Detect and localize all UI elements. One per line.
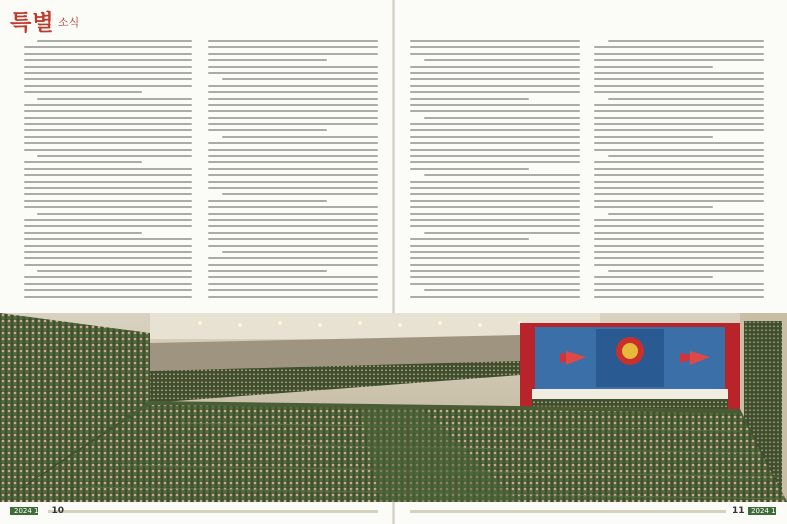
text-line [594,283,764,285]
text-line [410,110,580,112]
text-line [410,104,580,106]
text-line [24,174,192,176]
text-line [208,129,327,131]
text-line [24,104,192,106]
text-line [24,296,192,298]
footer-rule-left [48,510,378,513]
text-line [24,110,192,112]
text-line [594,142,764,144]
text-line [24,187,192,189]
text-line [37,155,192,157]
text-line [410,155,580,157]
text-line [24,129,192,131]
text-line [594,200,764,202]
text-column-1 [24,40,192,302]
text-line [594,238,764,240]
text-line [410,66,580,68]
text-line [24,46,192,48]
footer-rule-right [410,510,726,513]
text-line [24,225,192,227]
footer-right [732,506,780,518]
text-line [24,200,192,202]
text-line [594,78,764,80]
text-line [24,142,192,144]
text-line [424,174,580,176]
text-line [594,85,764,87]
text-line [594,123,764,125]
text-line [208,276,378,278]
text-line [594,245,764,247]
text-line [594,296,764,298]
text-line [24,117,192,119]
text-line [594,104,764,106]
text-line [594,117,764,119]
text-line [208,91,378,93]
text-line [608,98,764,100]
text-line [594,187,764,189]
text-line [410,213,580,215]
text-line [594,276,713,278]
text-line [24,264,192,266]
text-line [208,238,378,240]
text-line [410,283,580,285]
text-line [410,251,580,253]
text-line [222,251,378,253]
text-column-3 [410,40,580,302]
text-line [208,200,327,202]
text-line [208,225,378,227]
text-line [608,270,764,272]
text-line [608,213,764,215]
text-line [594,264,764,266]
text-line [208,219,378,221]
text-line [208,213,378,215]
text-line [410,257,580,259]
text-line [208,117,378,119]
text-line [208,40,378,42]
assembly-hall-illustration [0,313,787,502]
footer-left [14,506,64,518]
text-line [410,225,580,227]
text-line [208,283,378,285]
page-number-left: 10 [51,506,65,516]
text-line [208,270,327,272]
text-line [37,98,192,100]
text-line [208,181,378,183]
text-line [208,187,378,189]
text-line [410,270,580,272]
text-line [594,168,764,170]
text-line [208,245,378,247]
text-line [410,219,580,221]
text-line [208,98,378,100]
text-line [24,181,192,183]
text-line [608,155,764,157]
text-line [594,59,764,61]
text-line [424,117,580,119]
text-line [24,245,192,247]
footer-issue-left: 2024 12 [14,507,43,515]
text-line [24,168,192,170]
text-line [410,72,580,74]
text-line [594,193,764,195]
text-line [208,104,378,106]
text-line [594,232,764,234]
text-line [24,219,192,221]
text-line [24,136,192,138]
text-line [594,219,764,221]
text-line [208,296,378,298]
text-line [208,85,378,87]
text-line [594,181,764,183]
text-line [594,174,764,176]
text-line [24,91,142,93]
text-line [208,174,378,176]
section-header-subtitle: 소식 [58,16,80,29]
text-line [222,193,378,195]
text-line [410,46,580,48]
text-line [222,136,378,138]
text-line [24,283,192,285]
text-line [24,66,192,68]
text-line [208,72,378,74]
text-line [24,289,192,291]
text-line [410,193,580,195]
text-line [594,149,764,151]
text-line [410,129,580,131]
text-line [24,78,192,80]
text-line [208,161,378,163]
text-line [24,59,192,61]
text-line [594,66,713,68]
text-line [208,66,378,68]
text-line [37,270,192,272]
text-line [208,206,378,208]
text-line [594,251,764,253]
assembly-hall-photo [0,313,787,502]
text-line [594,161,764,163]
text-line [608,40,764,42]
text-line [410,161,580,163]
text-line [24,72,192,74]
text-column-4 [594,40,764,302]
text-line [410,276,580,278]
text-line [208,142,378,144]
text-line [410,40,580,42]
text-line [208,264,378,266]
text-line [594,91,764,93]
text-line [424,232,580,234]
text-line [24,149,192,151]
text-line [594,46,764,48]
text-line [410,168,529,170]
text-line [208,257,378,259]
text-line [24,206,192,208]
text-line [410,206,580,208]
text-line [594,72,764,74]
text-line [24,53,192,55]
text-line [410,296,580,298]
text-line [24,232,142,234]
text-line [24,85,192,87]
text-line [24,276,192,278]
text-line [424,59,580,61]
text-line [410,181,580,183]
text-line [24,193,192,195]
text-line [208,289,378,291]
text-line [410,78,580,80]
text-line [24,161,142,163]
text-line [410,238,529,240]
text-line [208,123,378,125]
text-line [594,129,764,131]
text-line [410,200,580,202]
text-line [208,149,378,151]
text-line [410,91,580,93]
text-line [410,142,580,144]
text-line [208,110,378,112]
text-line [594,289,764,291]
text-line [594,136,713,138]
text-line [594,257,764,259]
text-line [410,187,580,189]
text-line [208,155,378,157]
text-line [410,53,580,55]
text-line [222,78,378,80]
text-line [410,98,529,100]
text-line [410,136,580,138]
text-line [208,232,378,234]
text-line [208,59,327,61]
text-line [410,264,580,266]
page-number-right: 11 [732,506,745,516]
text-line [410,123,580,125]
text-line [24,251,192,253]
text-line [208,168,378,170]
text-line [424,289,580,291]
section-header-title: 특별 [10,10,55,36]
text-line [24,238,192,240]
footer-issue-right: 2024 12 [751,507,781,515]
text-line [594,53,764,55]
text-line [410,85,580,87]
text-line [410,149,580,151]
text-line [594,225,764,227]
text-line [37,40,192,42]
text-line [208,53,378,55]
text-line [594,206,713,208]
text-line [24,123,192,125]
text-line [410,245,580,247]
text-line [24,257,192,259]
text-line [37,213,192,215]
text-line [594,110,764,112]
text-column-2 [208,40,378,302]
text-line [208,46,378,48]
